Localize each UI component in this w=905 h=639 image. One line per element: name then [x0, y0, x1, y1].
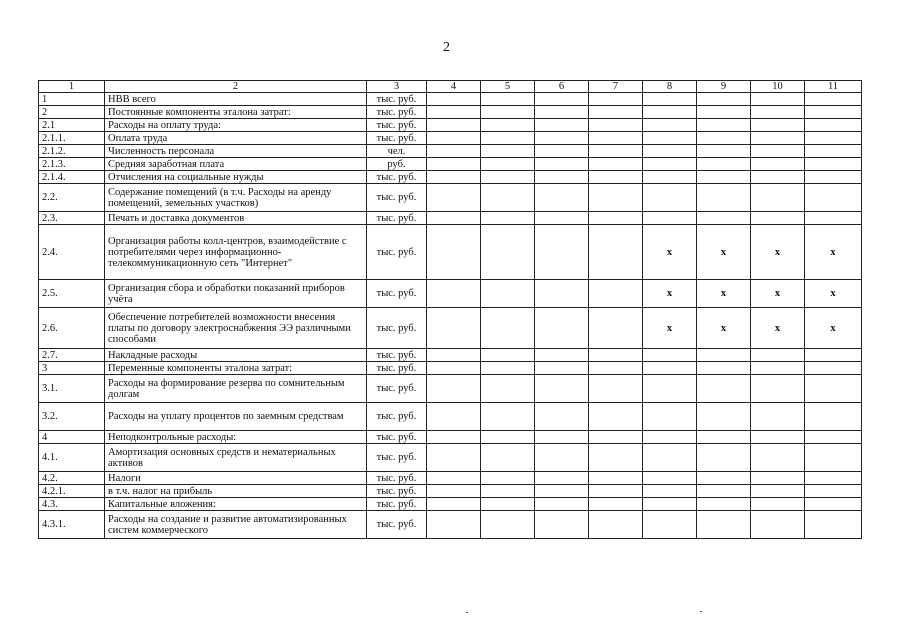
value-cell: [589, 472, 643, 485]
value-cell: [589, 158, 643, 171]
row-unit: тыс. руб.: [367, 485, 427, 498]
row-name: Организация работы колл-центров, взаимодействие с потребителями через информационно- телекоммуникационную сеть "Интернет": [105, 225, 367, 280]
row-unit: тыс. руб.: [367, 403, 427, 431]
value-cell: [481, 511, 535, 539]
row-name: Численность персонала: [105, 145, 367, 158]
value-cell: [535, 212, 589, 225]
row-name: НВВ всего: [105, 93, 367, 106]
table-row: [39, 280, 862, 308]
value-cell: [751, 132, 805, 145]
value-cell: [643, 106, 697, 119]
row-number: 3.1.: [39, 375, 105, 403]
row-unit: тыс. руб.: [367, 280, 427, 308]
value-cell: [751, 403, 805, 431]
row-number: 4.2.1.: [39, 485, 105, 498]
value-cell: [697, 158, 751, 171]
row-unit: тыс. руб.: [367, 132, 427, 145]
row-name: Расходы на создание и развитие автоматизированных систем коммерческого: [105, 511, 367, 539]
row-unit: тыс. руб.: [367, 444, 427, 472]
table-row: [39, 132, 862, 145]
value-cell: [481, 308, 535, 349]
row-number: 2.5.: [39, 280, 105, 308]
value-cell: [535, 308, 589, 349]
value-cell: [697, 485, 751, 498]
value-cell: [427, 375, 481, 403]
value-cell: [589, 171, 643, 184]
value-cell: [535, 225, 589, 280]
row-unit: руб.: [367, 158, 427, 171]
scan-speck: [466, 612, 468, 613]
row-name: Расходы на формирование резерва по сомнительным долгам: [105, 375, 367, 403]
value-cell: [751, 119, 805, 132]
value-cell: [805, 362, 862, 375]
value-cell: [589, 132, 643, 145]
value-cell: [697, 132, 751, 145]
row-unit: тыс. руб.: [367, 362, 427, 375]
table-row: [39, 145, 862, 158]
value-cell: [751, 485, 805, 498]
value-cell: x: [643, 225, 697, 280]
column-header: 7: [589, 81, 643, 93]
row-name: Амортизация основных средств и нематериальных активов: [105, 444, 367, 472]
row-name: Капитальные вложения:: [105, 498, 367, 511]
value-cell: [427, 212, 481, 225]
column-header: 8: [643, 81, 697, 93]
table-row: [39, 375, 862, 403]
value-cell: [427, 93, 481, 106]
row-number: 2.4.: [39, 225, 105, 280]
value-cell: [751, 349, 805, 362]
row-number: 2: [39, 106, 105, 119]
row-unit: тыс. руб.: [367, 375, 427, 403]
row-number: 2.7.: [39, 349, 105, 362]
table-body: [39, 81, 862, 539]
value-cell: [481, 362, 535, 375]
value-cell: [805, 511, 862, 539]
table-row: [39, 171, 862, 184]
value-cell: [751, 444, 805, 472]
value-cell: [481, 431, 535, 444]
value-cell: [643, 184, 697, 212]
row-name: Расходы на уплату процентов по заемным средствам: [105, 403, 367, 431]
value-cell: [427, 472, 481, 485]
table-row: [39, 93, 862, 106]
value-cell: [805, 158, 862, 171]
value-cell: [751, 184, 805, 212]
value-cell: [697, 349, 751, 362]
value-cell: [535, 106, 589, 119]
value-cell: [589, 280, 643, 308]
table-row: [39, 184, 862, 212]
scan-speck: [700, 611, 702, 612]
value-cell: [751, 431, 805, 444]
value-cell: [751, 498, 805, 511]
value-cell: [589, 93, 643, 106]
row-number: 2.1.3.: [39, 158, 105, 171]
value-cell: [427, 145, 481, 158]
row-number: 2.6.: [39, 308, 105, 349]
row-name: Накладные расходы: [105, 349, 367, 362]
value-cell: x: [643, 280, 697, 308]
value-cell: [427, 431, 481, 444]
value-cell: [535, 132, 589, 145]
value-cell: [697, 212, 751, 225]
value-cell: [751, 106, 805, 119]
row-number: 3.2.: [39, 403, 105, 431]
value-cell: x: [697, 308, 751, 349]
value-cell: [481, 472, 535, 485]
row-name: Неподконтрольные расходы:: [105, 431, 367, 444]
row-name: Налоги: [105, 472, 367, 485]
value-cell: [589, 119, 643, 132]
value-cell: [643, 93, 697, 106]
table-row: [39, 362, 862, 375]
value-cell: [805, 472, 862, 485]
row-number: 2.1: [39, 119, 105, 132]
value-cell: [481, 171, 535, 184]
value-cell: [589, 485, 643, 498]
value-cell: [751, 472, 805, 485]
value-cell: [427, 498, 481, 511]
value-cell: [697, 431, 751, 444]
row-number: 4.2.: [39, 472, 105, 485]
value-cell: [589, 225, 643, 280]
value-cell: [643, 485, 697, 498]
value-cell: [481, 93, 535, 106]
value-cell: [805, 375, 862, 403]
value-cell: [535, 145, 589, 158]
table-row: [39, 403, 862, 431]
value-cell: [535, 403, 589, 431]
value-cell: [427, 184, 481, 212]
page-number: 2: [443, 40, 450, 55]
column-header: 9: [697, 81, 751, 93]
value-cell: [427, 444, 481, 472]
value-cell: [589, 212, 643, 225]
value-cell: [805, 184, 862, 212]
value-cell: [805, 403, 862, 431]
row-unit: тыс. руб.: [367, 308, 427, 349]
value-cell: [805, 106, 862, 119]
value-cell: [643, 171, 697, 184]
value-cell: [643, 472, 697, 485]
column-header: 11: [805, 81, 862, 93]
table-row: [39, 498, 862, 511]
value-cell: x: [697, 280, 751, 308]
value-cell: [751, 362, 805, 375]
value-cell: [697, 145, 751, 158]
value-cell: [643, 119, 697, 132]
row-name: Постоянные компоненты эталона затрат:: [105, 106, 367, 119]
value-cell: [697, 498, 751, 511]
row-unit: тыс. руб.: [367, 498, 427, 511]
value-cell: [697, 362, 751, 375]
value-cell: [643, 362, 697, 375]
value-cell: [697, 444, 751, 472]
row-number: 1: [39, 93, 105, 106]
row-name: Содержание помещений (в т.ч. Расходы на аренду помещений, земельных участков): [105, 184, 367, 212]
value-cell: x: [751, 308, 805, 349]
value-cell: [535, 444, 589, 472]
row-name: Переменные компоненты эталона затрат:: [105, 362, 367, 375]
row-unit: тыс. руб.: [367, 212, 427, 225]
value-cell: [805, 132, 862, 145]
value-cell: [427, 119, 481, 132]
value-cell: [481, 375, 535, 403]
column-header: 3: [367, 81, 427, 93]
value-cell: [805, 485, 862, 498]
value-cell: [589, 403, 643, 431]
column-header: 1: [39, 81, 105, 93]
value-cell: [643, 403, 697, 431]
row-name: Средняя заработная плата: [105, 158, 367, 171]
value-cell: [589, 308, 643, 349]
value-cell: [427, 308, 481, 349]
value-cell: [589, 106, 643, 119]
value-cell: [535, 158, 589, 171]
value-cell: [805, 444, 862, 472]
value-cell: [643, 145, 697, 158]
value-cell: [481, 106, 535, 119]
value-cell: [535, 375, 589, 403]
value-cell: [427, 511, 481, 539]
value-cell: [697, 106, 751, 119]
value-cell: [697, 93, 751, 106]
row-name: в т.ч. налог на прибыль: [105, 485, 367, 498]
value-cell: [427, 106, 481, 119]
table-row: [39, 431, 862, 444]
value-cell: x: [751, 280, 805, 308]
value-cell: [751, 93, 805, 106]
value-cell: [589, 444, 643, 472]
value-cell: [481, 184, 535, 212]
value-cell: [589, 362, 643, 375]
value-cell: [427, 280, 481, 308]
value-cell: [427, 485, 481, 498]
value-cell: [805, 171, 862, 184]
value-cell: [535, 498, 589, 511]
value-cell: x: [805, 225, 862, 280]
value-cell: x: [805, 280, 862, 308]
value-cell: [805, 212, 862, 225]
value-cell: [481, 498, 535, 511]
value-cell: [643, 431, 697, 444]
value-cell: [643, 375, 697, 403]
header-row: [39, 81, 862, 93]
value-cell: [481, 444, 535, 472]
row-name: Оплата труда: [105, 132, 367, 145]
row-name: Организация сбора и обработки показаний приборов учёта: [105, 280, 367, 308]
value-cell: [805, 498, 862, 511]
row-number: 3: [39, 362, 105, 375]
value-cell: [805, 93, 862, 106]
row-name: Отчисления на социальные нужды: [105, 171, 367, 184]
table-row: [39, 349, 862, 362]
value-cell: [535, 511, 589, 539]
value-cell: [751, 212, 805, 225]
value-cell: x: [751, 225, 805, 280]
value-cell: [697, 511, 751, 539]
value-cell: [805, 431, 862, 444]
row-number: 2.1.2.: [39, 145, 105, 158]
table-row: [39, 511, 862, 539]
column-header: 4: [427, 81, 481, 93]
value-cell: [589, 511, 643, 539]
value-cell: [643, 158, 697, 171]
value-cell: [643, 212, 697, 225]
column-header: 2: [105, 81, 367, 93]
expenses-table: [38, 80, 862, 539]
row-unit: тыс. руб.: [367, 171, 427, 184]
value-cell: x: [805, 308, 862, 349]
value-cell: [535, 184, 589, 212]
row-number: 2.1.4.: [39, 171, 105, 184]
row-number: 2.2.: [39, 184, 105, 212]
value-cell: [481, 280, 535, 308]
value-cell: [535, 119, 589, 132]
value-cell: [535, 93, 589, 106]
row-number: 4: [39, 431, 105, 444]
value-cell: [697, 472, 751, 485]
value-cell: [697, 375, 751, 403]
value-cell: [697, 403, 751, 431]
row-name: Обеспечение потребителей возможности внесения платы по договору электроснабжения ЭЭ различными способами: [105, 308, 367, 349]
table-row: [39, 106, 862, 119]
value-cell: [481, 132, 535, 145]
value-cell: [535, 362, 589, 375]
value-cell: [643, 498, 697, 511]
row-number: 2.1.1.: [39, 132, 105, 145]
value-cell: x: [697, 225, 751, 280]
value-cell: [589, 431, 643, 444]
value-cell: [643, 444, 697, 472]
row-unit: тыс. руб.: [367, 431, 427, 444]
value-cell: [643, 349, 697, 362]
table-row: [39, 225, 862, 280]
value-cell: [805, 119, 862, 132]
table-row: [39, 308, 862, 349]
value-cell: [481, 349, 535, 362]
row-number: 4.1.: [39, 444, 105, 472]
value-cell: [427, 362, 481, 375]
row-unit: тыс. руб.: [367, 472, 427, 485]
value-cell: [751, 158, 805, 171]
row-unit: тыс. руб.: [367, 184, 427, 212]
row-unit: чел.: [367, 145, 427, 158]
value-cell: [481, 225, 535, 280]
row-unit: тыс. руб.: [367, 119, 427, 132]
value-cell: [697, 184, 751, 212]
column-header: 10: [751, 81, 805, 93]
value-cell: [427, 132, 481, 145]
column-header: 5: [481, 81, 535, 93]
value-cell: [643, 511, 697, 539]
value-cell: x: [643, 308, 697, 349]
row-number: 4.3.: [39, 498, 105, 511]
value-cell: [589, 184, 643, 212]
value-cell: [427, 225, 481, 280]
row-unit: тыс. руб.: [367, 106, 427, 119]
row-name: Расходы на оплату труда:: [105, 119, 367, 132]
table-row: [39, 444, 862, 472]
value-cell: [427, 349, 481, 362]
value-cell: [535, 472, 589, 485]
value-cell: [481, 212, 535, 225]
value-cell: [589, 375, 643, 403]
value-cell: [589, 145, 643, 158]
value-cell: [481, 119, 535, 132]
value-cell: [535, 431, 589, 444]
value-cell: [535, 485, 589, 498]
value-cell: [481, 158, 535, 171]
table-row: [39, 158, 862, 171]
row-number: 4.3.1.: [39, 511, 105, 539]
table-row: [39, 212, 862, 225]
value-cell: [589, 498, 643, 511]
value-cell: [751, 171, 805, 184]
table-row: [39, 472, 862, 485]
value-cell: [427, 171, 481, 184]
row-unit: тыс. руб.: [367, 93, 427, 106]
row-name: Печать и доставка документов: [105, 212, 367, 225]
value-cell: [697, 119, 751, 132]
value-cell: [805, 349, 862, 362]
value-cell: [427, 158, 481, 171]
value-cell: [589, 349, 643, 362]
value-cell: [481, 403, 535, 431]
value-cell: [535, 171, 589, 184]
value-cell: [535, 280, 589, 308]
column-header: 6: [535, 81, 589, 93]
value-cell: [751, 511, 805, 539]
value-cell: [643, 132, 697, 145]
value-cell: [427, 403, 481, 431]
row-unit: тыс. руб.: [367, 349, 427, 362]
row-unit: тыс. руб.: [367, 511, 427, 539]
value-cell: [697, 171, 751, 184]
table-row: [39, 119, 862, 132]
value-cell: [535, 349, 589, 362]
value-cell: [481, 145, 535, 158]
value-cell: [751, 375, 805, 403]
row-unit: тыс. руб.: [367, 225, 427, 280]
table-row: [39, 485, 862, 498]
value-cell: [481, 485, 535, 498]
value-cell: [751, 145, 805, 158]
value-cell: [805, 145, 862, 158]
row-number: 2.3.: [39, 212, 105, 225]
